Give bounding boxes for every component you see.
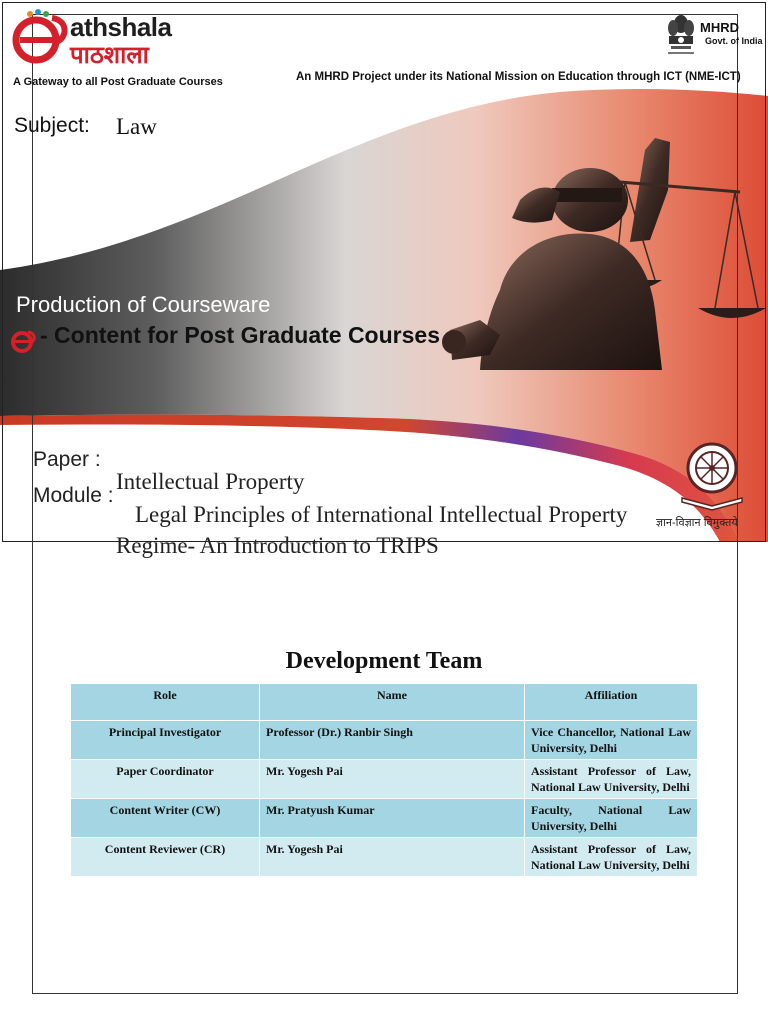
epathshala-e-logo-icon	[10, 8, 74, 66]
name-cell: Mr. Pratyush Kumar	[260, 799, 525, 838]
module-label: Module :	[33, 484, 114, 507]
role-cell: Principal Investigator	[71, 721, 260, 760]
column-header-role: Role	[71, 684, 260, 721]
govt-label: Govt. of India	[705, 36, 763, 46]
econtent-heading: - Content for Post Graduate Courses	[40, 322, 440, 348]
logo-text-hindi: पाठशाला	[70, 42, 149, 69]
lady-justice-statue-icon	[440, 130, 768, 370]
affiliation-cell: Assistant Professor of Law, National Law University, Delhi	[525, 838, 698, 877]
name-cell: Professor (Dr.) Ranbir Singh	[260, 721, 525, 760]
role-cell: Paper Coordinator	[71, 760, 260, 799]
project-line: An MHRD Project under its National Mission on Education through ICT (NME-ICT)	[296, 71, 741, 83]
table-header-row	[71, 684, 698, 721]
affiliation-cell: Assistant Professor of Law, National Law University, Delhi	[525, 760, 698, 799]
name-cell: Mr. Yogesh Pai	[260, 838, 525, 877]
ugc-logo-icon	[676, 440, 748, 520]
production-heading: Production of Courseware	[16, 292, 271, 317]
name-cell: Mr. Yogesh Pai	[260, 760, 525, 799]
role-cell: Content Reviewer (CR)	[71, 838, 260, 877]
mhrd-label: MHRD	[700, 20, 739, 35]
affiliation-cell: Vice Chancellor, National Law University, Delhi	[525, 721, 698, 760]
national-emblem-icon	[664, 12, 698, 60]
e-logo-small-icon	[10, 328, 36, 354]
table-row	[71, 760, 698, 799]
table-row	[71, 721, 698, 760]
subject-label: Subject:	[14, 114, 90, 137]
affiliation-cell: Faculty, National Law University, Delhi	[525, 799, 698, 838]
table-row	[71, 838, 698, 877]
logo-text-english: athshala	[70, 12, 172, 42]
table-row	[71, 799, 698, 838]
role-cell: Content Writer (CW)	[71, 799, 260, 838]
paper-label: Paper :	[33, 448, 101, 471]
ugc-motto: ज्ञान-विज्ञान विमुक्तये	[656, 517, 738, 529]
development-team-table	[70, 683, 698, 877]
column-header-affiliation: Affiliation	[525, 684, 698, 721]
subject-value: Law	[116, 114, 157, 139]
paper-value: Intellectual Property	[116, 469, 305, 494]
module-value: Legal Principles of International Intellectual Property Regime- An Introduction to TRIPS	[116, 502, 628, 558]
development-team-heading: Development Team	[285, 648, 483, 674]
tagline: A Gateway to all Post Graduate Courses	[13, 76, 223, 88]
column-header-name: Name	[260, 684, 525, 721]
